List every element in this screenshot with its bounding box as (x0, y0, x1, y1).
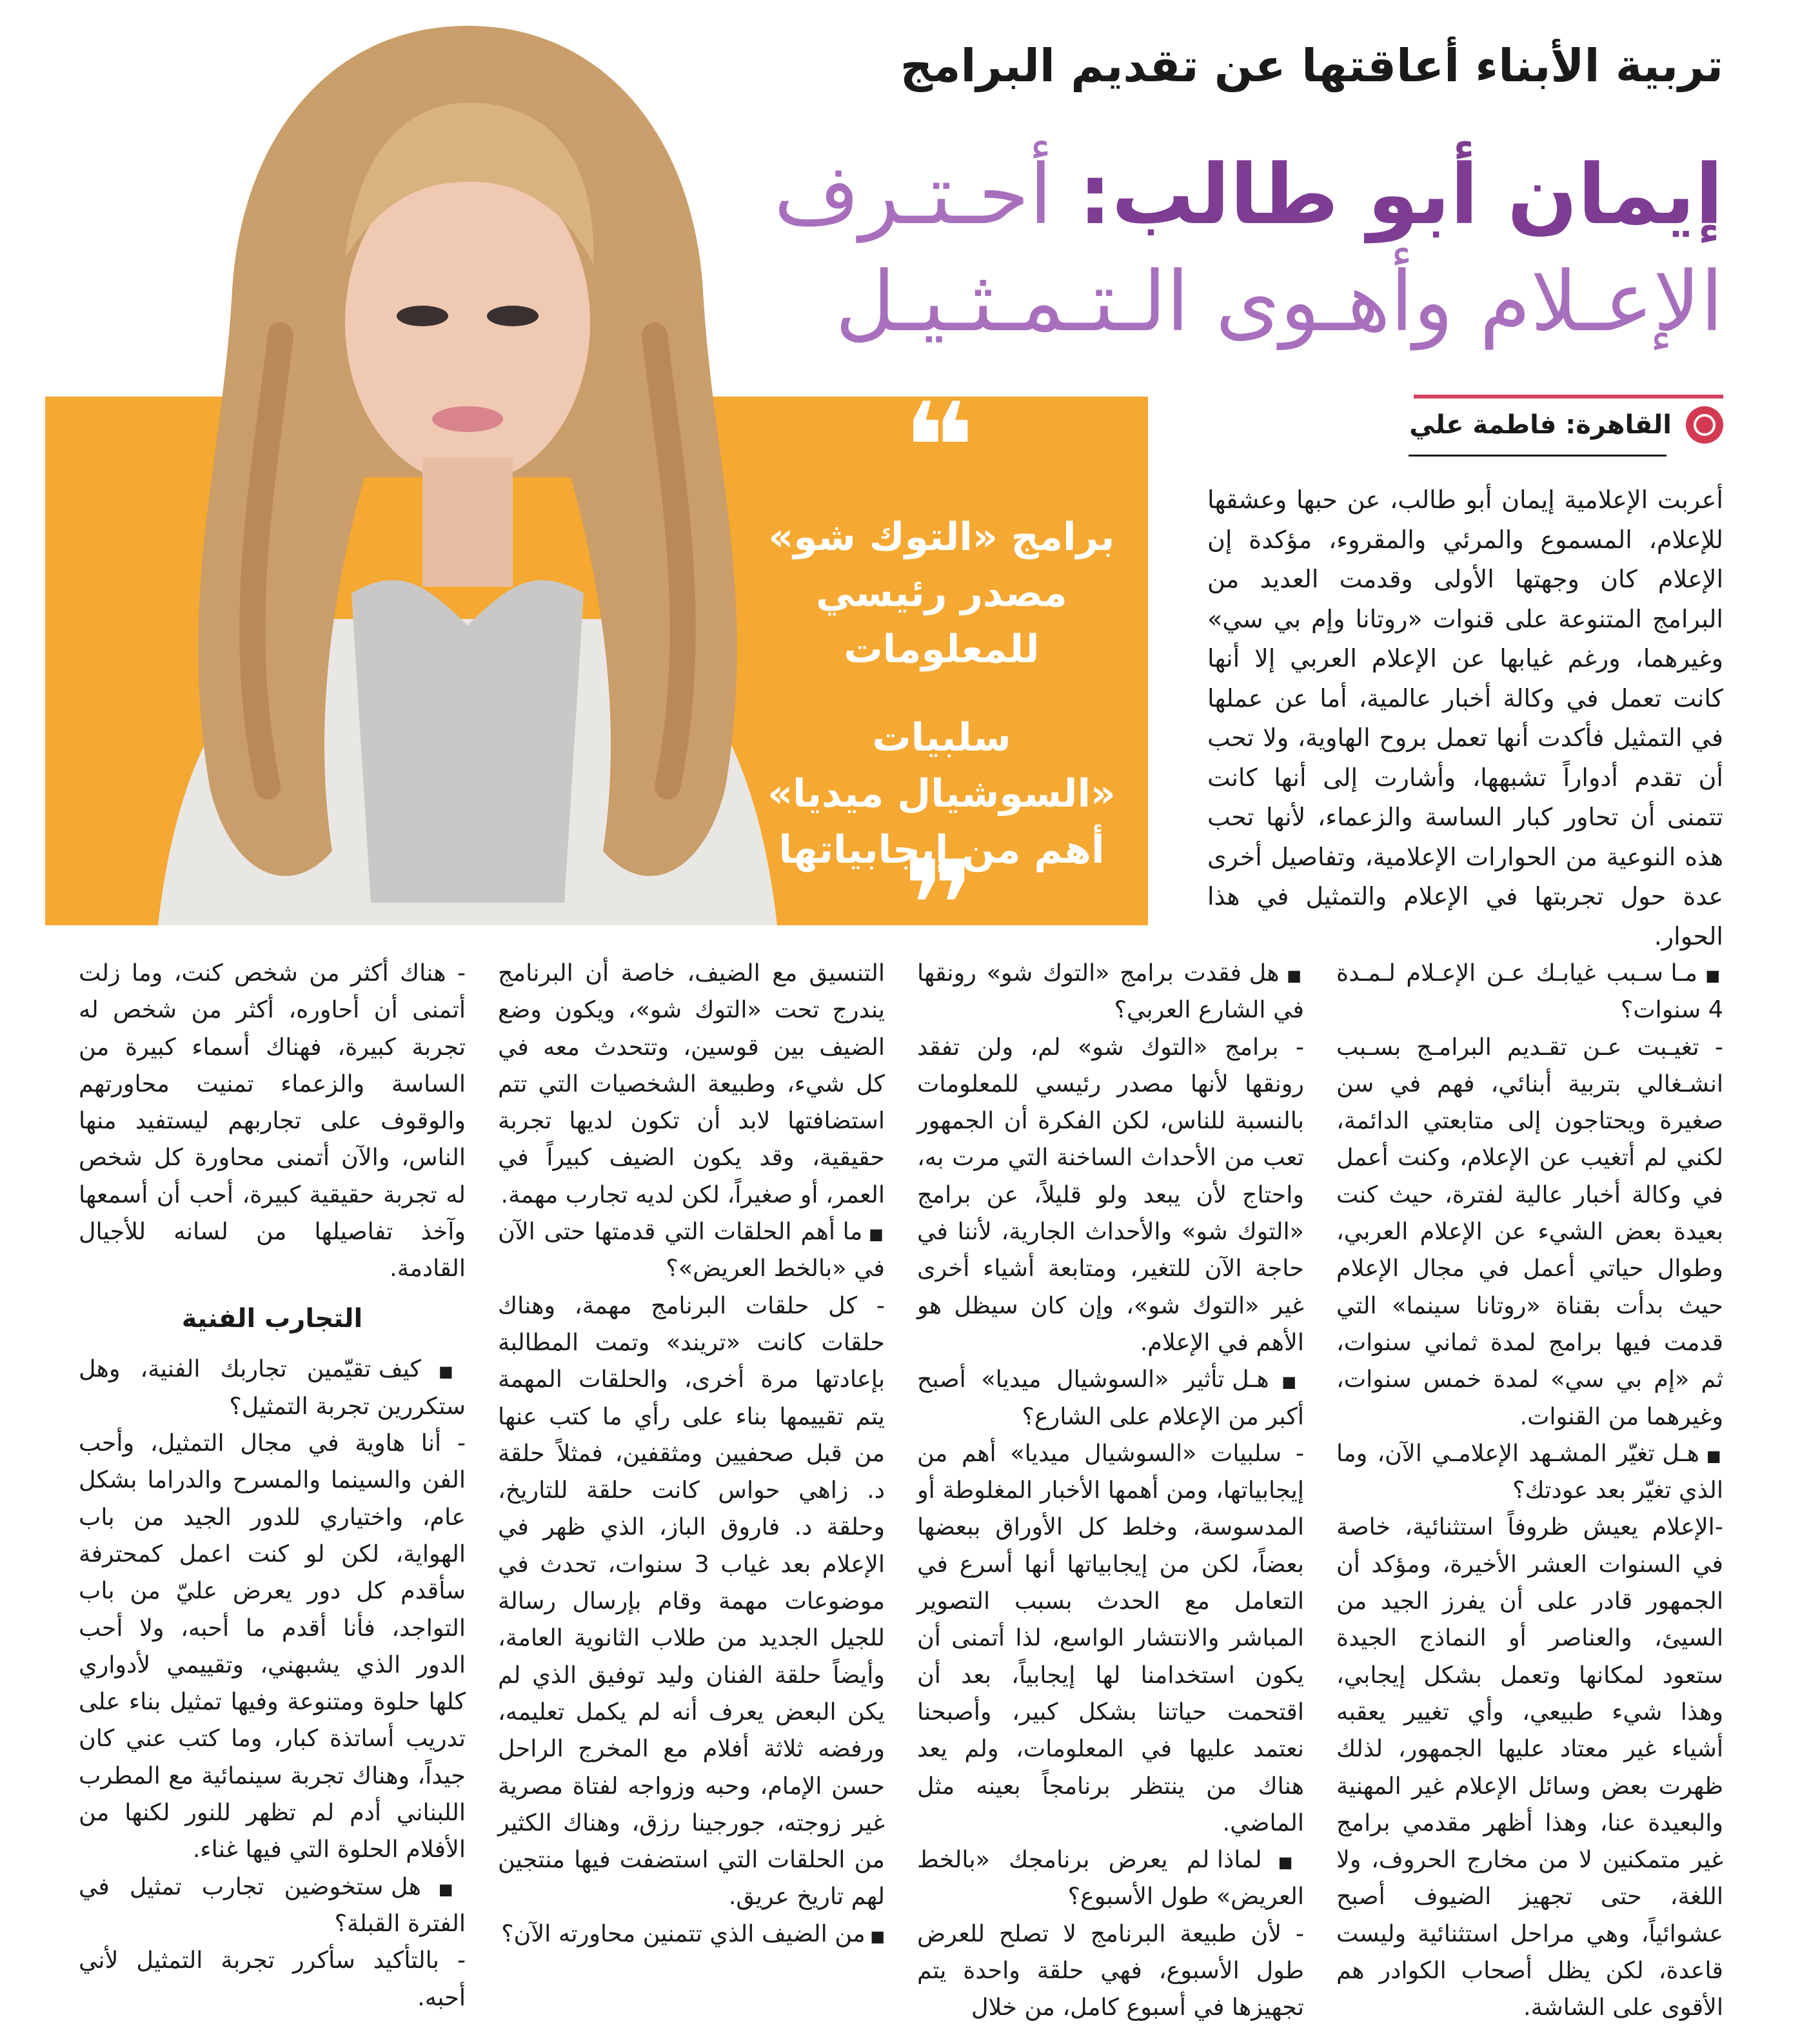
answer: - هناك أكثر من شخص كنت، وما زلت أتمنى أن أحاوره، أكثر من شخص له تجربة كبيرة، فهناك أسماء كبيرة من الساسة والزعماء تمنيت محاورتهم والوقوف على تجاربهم ليستفيد منها الناس، والآن أتمنى محاورة كل شخص له تجربة حقيقية كبيرة، أحب أن أسمعها وآخذ تفاصيلها من لسانه للأجيال القادمة. (79, 959, 466, 1283)
photo-top (351, 580, 584, 903)
question: ■ هل ستخوضين تجارب تمثيل في الفترة القبلة؟ (79, 1868, 466, 1942)
answer: - سلبيات «السوشيال ميديا» أهم من إيجابياتها، ومن أهمها الأخبار المغلوطة أو المدسوسة، وخلط كل الأوراق ببعضها بعضاً، لكن من إيجابياتها أنها أسرع في التعامل مع الحدث بسبب التصوير المباشر والانتشار الواسع، لذا أتمنى أن يكون استخدامنا لها إيجابياً، بعد أن اقتحمت حياتنا بشكل كبير، وأصبحنا نعتمد عليها في المعلومات، ولم يعد هناك من ينتظر برنامجاً بعينه مثل الماضي. (917, 1439, 1304, 1836)
question: ■ هل فقدت برامج «التوك شو» رونقها في الشارع العربي؟ (917, 954, 1304, 1028)
photo-lips (432, 406, 503, 432)
byline-city: القاهرة: (1565, 410, 1672, 440)
intro-paragraph: أعربت الإعلامية إيمان أبو طالب، عن حبها وعشقها للإعلام، المسموع والمرئي والمقروء، مؤكدة إن الإعلام كان وجهتها الأولى وقدمت العديد من البرامج المتنوعة على قنوات «روتانا وإم بي سي» وغيرهما، ورغم غيابها عن الإعلام العربي إلا أنها كانت تعمل في وكالة أخبار عالمية، أما عن عملها في التمثيل فأكدت أنها تعمل بروح الهاوية، ولا تحب أن تقدم أدواراً تشبهها، وأشارت إلى أنها كانت تتمنى أن تحاور كبار الساسة والزعماء، لأنها تحب هذه النوعية من الحوارات الإعلامية، وتفاصيل أخرى عدة حول تجربتها في الإعلام والتمثيل في هذا الحوار. (1207, 486, 1723, 951)
quote-open-icon: ❝ (903, 377, 975, 519)
pull-quote-1: برامج «التوك شو» مصدر رئيسي للمعلومات (768, 515, 1115, 672)
byline-text (1409, 410, 1672, 440)
question: ■ كيف تقيّمين تجاربك الفنية، وهل ستكررين تجربة التمثيل؟ (79, 1350, 466, 1424)
question: ■ ما أهم الحلقات التي قدمتها حتى الآن في «بالخط العريض»؟ (498, 1213, 885, 1287)
newspaper-logo-icon (1686, 406, 1723, 444)
kicker: تربية الأبناء أعاقتها عن تقديم البرامج (900, 39, 1723, 92)
photo-neck (422, 458, 513, 587)
question: ■ من الضيف الذي تتمنين محاورته الآن؟ (498, 1915, 885, 1952)
question: ■ لماذا لم يعرض برنامجك «بالخط العريض» طول الأسبوع؟ (917, 1841, 1304, 1915)
article-column-3 (498, 954, 885, 1952)
portrait-photo (119, 13, 816, 925)
answer: - تغيـبت عـن تقـديم البرامـج بسـبب انشـغالي بتربية أبنائي، فهم في سن صغيرة ويحتاجون إلى متابعتي الدائمة، لكني لم أتغيب عن الإعلام، وكنت أعمل في وكالة أخبار عالية لفترة، حيث كنت بعيدة بعض الشيء عن الإعلام العربي، وطوال حياتي أعمل في مجال الإعلام حيث بدأت بقناة «روتانا سينما» التي قدمت فيها برامج لمدة ثماني سنوات، ثم «إم بي سي» لمدة خمس سنوات، وغيرهما من القنوات. (1336, 1032, 1723, 1430)
pull-quotes (761, 509, 1122, 878)
question: ■ هـل تغيّر المشـهد الإعلامـي الآن، وما الذي تغيّر بعد عودتك؟ (1336, 1435, 1723, 1509)
answer: - كل حلقات البرنامج مهمة، وهناك حلقات كانت «تريند» وتمت المطالبة بإعادتها مرة أخرى، والحلقات المهمة يتم تقييمها بناء على رأي ما كتب عنها من قبل صحفيين ومثقفين، فمثلاً حلقة د. زاهي حواس كانت حلقة للتاريخ، وحلقة د. فاروق الباز، الذي ظهر في الإعلام بعد غياب 3 سنوات، تحدث في موضوعات مهمة وقام بإرسال رسالة للجيل الجديد من طلاب الثانوية العامة، وأيضاً حلقة الفنان وليد توفيق الذي لم يكن البعض يعرف أنه لم يكمل تعليمه، ورفضه ثلاثة أفلام مع المخرج الراحل حسن الإمام، وحبه وزواجه لفتاة مصرية غير زوجته، جورجينا رزق، وهناك الكثير من الحلقات التي استضفت فيها منتجين لهم تاريخ عريق. (498, 1291, 885, 1911)
article-column-4 (79, 954, 466, 2016)
headline-line-2: الإعـلام وأهـوى الـتـمـثـيـل (835, 254, 1723, 351)
headline-line1-rest: أحـتـرف (773, 147, 1053, 243)
byline (1409, 406, 1723, 444)
photo-eye-right (487, 306, 539, 326)
question: ■ هـل تأثير «السوشيال ميديا» أصبح أكبر من الإعلام على الشارع؟ (917, 1361, 1304, 1435)
pull-quote-2: سلبيات «السوشيال ميديا» أهم من إيجابياتها (767, 715, 1116, 872)
answer: - برامج «التوك شو» لم، ولن تفقد رونقها لأنها مصدر رئيسي للمعلومات بالنسبة للناس، لكن الفكرة أن الجمهور تعب من الأحداث الساخنة التي مرت به، واحتاج لأن يبعد ولو قليلاً، عن برامج «التوك شو» والأحداث الجارية، لأننا في حاجة الآن للتغير، ومتابعة أشياء أخرى غير «التوك شو»، وإن كان سيظل هو الأهم في الإعلام. (917, 1032, 1304, 1356)
byline-underline (1409, 455, 1667, 457)
article-column-1 (1336, 954, 1723, 2026)
answer: - أنا هاوية في مجال التمثيل، وأحب الفن والسينما والمسرح والدراما بشكل عام، واختياري للدور الجيد من باب الهواية، لكن لو كنت اعمل كمحترفة سأقدم كل دور يعرض عليّ من باب التواجد، فأنا أقدم ما أحبه، ولا أحب الدور الذي يشبهني، وتقييمي لأدواري كلها حلوة ومتنوعة وفيها تمثيل بناء على تدريب أساتذة كبار، وما كتب عني كان جيداً، وهناك تجربة سينمائية مع المطرب اللبناني أدم لم تظهر للنور لكنها من الأفلام الحلوة التي فيها غناء. (79, 1429, 466, 1864)
byline-author: فاطمة علي (1409, 410, 1557, 440)
quote-close-icon: ❞ (903, 834, 975, 977)
answer: - بالتأكيد سأكرر تجربة التمثيل لأني أحبه. (79, 1946, 466, 2011)
answer: -الإعلام يعيش ظروفاً استثنائية، خاصة في السنوات العشر الأخيرة، ومؤكد أن الجمهور قادر على أن يفرز الجيد من السيئ، والعناصر أو النماذج الجيدة ستعود لمكانها وتعمل بشكل إيجابي، وهذا شيء طبيعي، وأي تغيير يعقبه أشياء غير معتاد عليها الجمهور، لذلك ظهرت بعض وسائل الإعلام غير المهنية والبعيدة عنا، وهذا أظهر مقدمي برامج غير متمكنين لا من مخارج الحروف، ولا اللغة، حتى تجهيز الضيوف أصبح عشوائياً، وهي مراحل استثنائية وليست قاعدة، لكن يظل أصحاب الكوادر هم الأقوى على الشاشة. (1336, 1513, 1723, 2021)
answer: - لأن طبيعة البرنامج لا تصلح للعرض طول الأسبوع، فهي حلقة واحدة يتم تجهيزها في أسبوع كامل، من خلال (917, 1919, 1304, 2021)
article-column-2 (917, 954, 1304, 2026)
headline-name: إيمان أبو طالب: (1078, 147, 1723, 243)
photo-eye-left (397, 306, 448, 326)
byline-rule (1414, 395, 1723, 398)
section-heading: التجارب الفنية (181, 1303, 363, 1333)
question: ■ مـا سـبب غيابـك عـن الإعـلام لـمـدة 4 سنوات؟ (1336, 954, 1723, 1028)
answer: التنسيق مع الضيف، خاصة أن البرنامج يندرج تحت «التوك شو»، ويكون وضع الضيف بين قوسين، وتتحدث معه في كل شيء، وطبيعة الشخصيات التي تتم استضافتها لابد أن تكون لديها تجربة حقيقية، وقد يكون الضيف كبيراً في العمر، أو صغيراً، لكن لديه تجارب مهمة. (498, 959, 885, 1208)
